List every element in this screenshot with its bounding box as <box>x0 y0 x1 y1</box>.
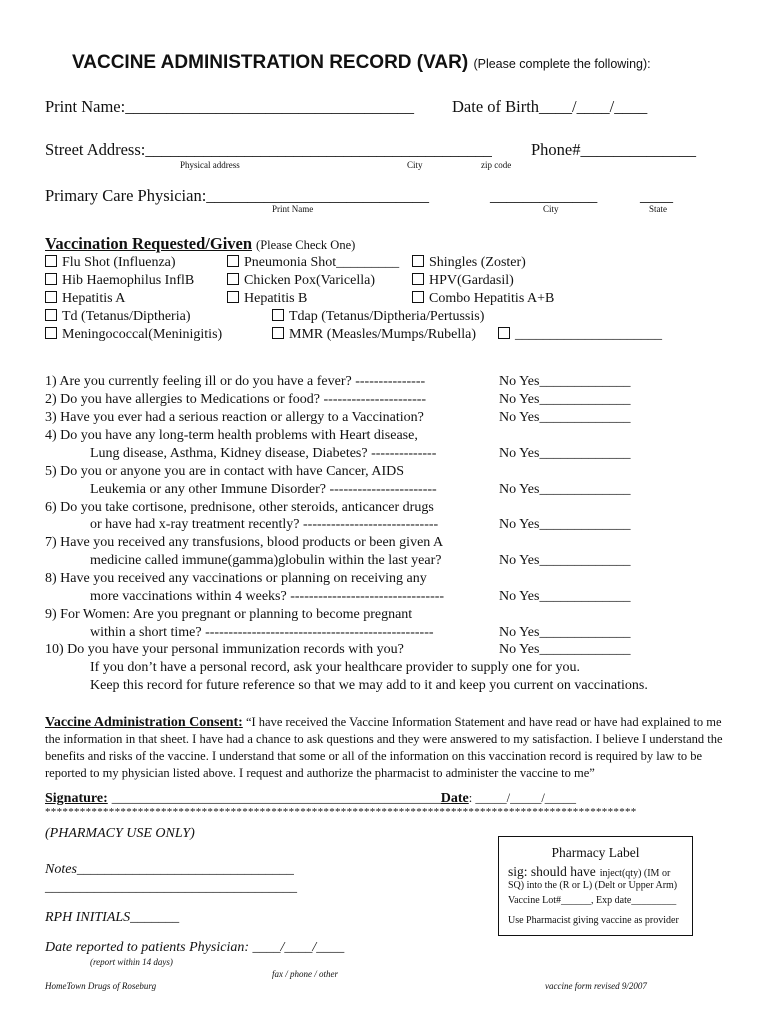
date-reported-field[interactable]: Date reported to patients Physician: ____/____/____ <box>45 940 345 955</box>
sig-line-2: SQ) into the (R or L) (Delt or Upper Arm) <box>508 880 678 891</box>
other-vaccine-line: _____________________ <box>515 327 662 342</box>
vaccination-heading <box>45 234 355 254</box>
physician-city-field[interactable]: _____________ <box>490 186 598 205</box>
checkbox-icon <box>412 273 424 285</box>
checkbox-mmr[interactable] <box>272 327 476 343</box>
pneumonia-label: Pneumonia Shot_________ <box>244 255 400 270</box>
physical-address-label: Physical address <box>180 160 240 170</box>
answer-10[interactable]: No Yes_____________ <box>499 642 631 657</box>
checkbox-icon <box>272 327 284 339</box>
tdap-label: Tdap (Tetanus/Diptheria/Pertussis) <box>289 309 485 324</box>
hib-label: Hib Haemophilus InflB <box>62 273 195 288</box>
signature-line[interactable]: _______________________________________________ <box>111 791 441 806</box>
title-note: (Please complete the following): <box>473 57 651 71</box>
question-10: 10) Do you have your personal immunization records with you? <box>45 642 404 657</box>
vaccination-heading-text: Vaccination Requested/Given <box>45 234 253 253</box>
answer-8[interactable]: No Yes_____________ <box>499 589 631 604</box>
question-8-line2: more vaccinations within 4 weeks? --------------------------------- <box>90 589 445 604</box>
checkbox-icon <box>227 273 239 285</box>
zip-code-label: zip code <box>481 160 512 170</box>
signature-date-label: Date <box>440 791 469 806</box>
record-note-1: If you don’t have a personal record, ask your healthcare provider to supply one for you. <box>90 660 580 675</box>
answer-5[interactable]: No Yes_____________ <box>499 482 631 497</box>
question-6-line1: 6) Do you take cortisone, prednisone, other steroids, anticancer drugs <box>45 500 434 515</box>
answer-9[interactable]: No Yes_____________ <box>499 625 631 640</box>
checkbox-icon <box>45 327 57 339</box>
answer-3[interactable]: No Yes_____________ <box>499 410 631 425</box>
signature-row <box>45 789 576 807</box>
answer-1[interactable]: No Yes_____________ <box>499 374 631 389</box>
answer-4[interactable]: No Yes_____________ <box>499 446 631 461</box>
hepatitis-b-label: Hepatitis B <box>244 291 308 306</box>
combo-hepatitis-label: Combo Hepatitis A+B <box>429 291 555 306</box>
checkbox-icon <box>45 255 57 267</box>
state-label: State <box>649 204 667 214</box>
date-of-birth-field[interactable]: Date of Birth____/____/____ <box>452 97 648 116</box>
checkbox-chicken-pox[interactable] <box>227 273 375 289</box>
pharmacy-use-only: (PHARMACY USE ONLY) <box>45 826 195 841</box>
phone-field[interactable]: Phone#______________ <box>531 140 696 159</box>
checkbox-icon <box>45 291 57 303</box>
print-name-field[interactable]: Print Name:___________________________________ <box>45 97 414 116</box>
td-label: Td (Tetanus/Diptheria) <box>62 309 191 324</box>
vaccination-heading-note: (Please Check One) <box>256 238 356 252</box>
signature-date-field[interactable]: : _____/_____/_____ <box>468 791 577 805</box>
mmr-label: MMR (Measles/Mumps/Rubella) <box>289 327 477 342</box>
question-8-line1: 8) Have you received any vaccinations or planning on receiving any <box>45 571 427 586</box>
notes-field-line2[interactable]: ____________________________________ <box>45 880 297 895</box>
answer-7[interactable]: No Yes_____________ <box>499 553 631 568</box>
question-7-line1: 7) Have you received any transfusions, blood products or been given A <box>45 535 444 550</box>
checkbox-hepatitis-b[interactable] <box>227 291 307 307</box>
question-5-line1: 5) Do you or anyone you are in contact with have Cancer, AIDS <box>45 464 405 479</box>
report-within-note: (report within 14 days) <box>90 957 173 967</box>
pharmacy-label-sig <box>508 863 670 881</box>
checkbox-icon <box>227 291 239 303</box>
title-text: VACCINE ADMINISTRATION RECORD (VAR) <box>72 52 469 73</box>
checkbox-tdap[interactable] <box>272 309 484 325</box>
question-3: 3) Have you ever had a serious reaction or allergy to a Vaccination? <box>45 410 424 425</box>
flu-label: Flu Shot (Influenza) <box>62 255 176 270</box>
primary-care-physician-field[interactable]: Primary Care Physician:___________________________ <box>45 186 430 205</box>
hepatitis-a-label: Hepatitis A <box>62 291 126 306</box>
checkbox-td[interactable] <box>45 309 190 325</box>
signature-label: Signature: <box>45 791 108 806</box>
pharmacy-label-box <box>498 836 693 936</box>
fax-phone-other-note: fax / phone / other <box>272 969 338 979</box>
street-address-field[interactable]: Street Address:__________________________________________ <box>45 140 492 159</box>
sig-big-text: sig: should have <box>508 864 596 879</box>
question-4-line1: 4) Do you have any long-term health problems with Heart disease, <box>45 428 418 443</box>
print-name-label: Print Name <box>272 204 314 214</box>
checkbox-icon <box>412 291 424 303</box>
checkbox-icon <box>227 255 239 267</box>
question-5-line2: Leukemia or any other Immune Disorder? ----------------------- <box>90 482 437 497</box>
chicken-pox-label: Chicken Pox(Varicella) <box>244 273 376 288</box>
hpv-label: HPV(Gardasil) <box>429 273 514 288</box>
checkbox-combo-hepatitis[interactable] <box>412 291 554 307</box>
star-divider: ****************************************************************************************************** <box>45 806 637 818</box>
city-label: City <box>407 160 423 170</box>
answer-6[interactable]: No Yes_____________ <box>499 517 631 532</box>
pharmacist-use-note: Use Pharmacist giving vaccine as provider <box>508 915 679 926</box>
answer-2[interactable]: No Yes_____________ <box>499 392 631 407</box>
meningococcal-label: Meningococcal(Meninigitis) <box>62 327 223 342</box>
rph-initials-field[interactable]: RPH INITIALS_______ <box>45 910 180 925</box>
checkbox-icon <box>45 273 57 285</box>
form-title <box>72 52 651 74</box>
record-note-2: Keep this record for future reference so that we may add to it and keep you current on vaccinations. <box>90 678 648 693</box>
vaccine-lot-field[interactable]: Vaccine Lot#______, Exp date_________ <box>508 895 677 906</box>
physician-state-field[interactable]: ____ <box>640 186 673 205</box>
checkbox-hib[interactable] <box>45 273 194 289</box>
checkbox-hepatitis-a[interactable] <box>45 291 125 307</box>
consent-paragraph <box>45 714 725 782</box>
question-6-line2: or have had x-ray treatment recently? ----------------------------- <box>90 517 439 532</box>
checkbox-shingles[interactable] <box>412 255 526 271</box>
question-2: 2) Do you have allergies to Medications or food? ---------------------- <box>45 392 427 407</box>
checkbox-icon <box>498 327 510 339</box>
checkbox-icon <box>45 309 57 321</box>
question-7-line2: medicine called immune(gamma)globulin within the last year? <box>90 553 442 568</box>
checkbox-meningococcal[interactable] <box>45 327 222 343</box>
pharmacy-label-title: Pharmacy Label <box>551 845 640 860</box>
checkbox-icon <box>412 255 424 267</box>
checkbox-flu[interactable] <box>45 255 176 271</box>
question-1: 1) Are you currently feeling ill or do you have a fever? --------------- <box>45 374 426 389</box>
physician-city-label: City <box>543 204 559 214</box>
consent-label: Vaccine Administration Consent: <box>45 715 243 730</box>
consent-text: “I have received the Vaccine Information Statement and have read or have had explained to me the information in that sheet. I have had a chance to ask questions and they were answered to my satisfaction. I believe I understand the benefits and risks of the vaccine. I understand that some or all of the information on this vaccination record is required by law to be reported to my physician listed above. I request and authorize the pharmacist to administer the vaccine to me” <box>45 715 723 780</box>
question-9-line2: within a short time? ------------------------------------------------- <box>90 625 434 640</box>
shingles-label: Shingles (Zoster) <box>429 255 526 270</box>
checkbox-hpv[interactable] <box>412 273 514 289</box>
checkbox-pneumonia[interactable] <box>227 255 399 271</box>
footer-pharmacy-name: HomeTown Drugs of Roseburg <box>45 981 157 991</box>
question-4-line2: Lung disease, Asthma, Kidney disease, Diabetes? -------------- <box>90 446 437 461</box>
notes-field[interactable]: Notes_______________________________ <box>45 862 294 877</box>
sig-small-text: inject(qty) (IM or <box>599 868 671 879</box>
checkbox-icon <box>272 309 284 321</box>
checkbox-other-vaccine[interactable] <box>498 327 662 343</box>
footer-revision: vaccine form revised 9/2007 <box>545 981 647 991</box>
question-9-line1: 9) For Women: Are you pregnant or planning to become pregnant <box>45 607 413 622</box>
